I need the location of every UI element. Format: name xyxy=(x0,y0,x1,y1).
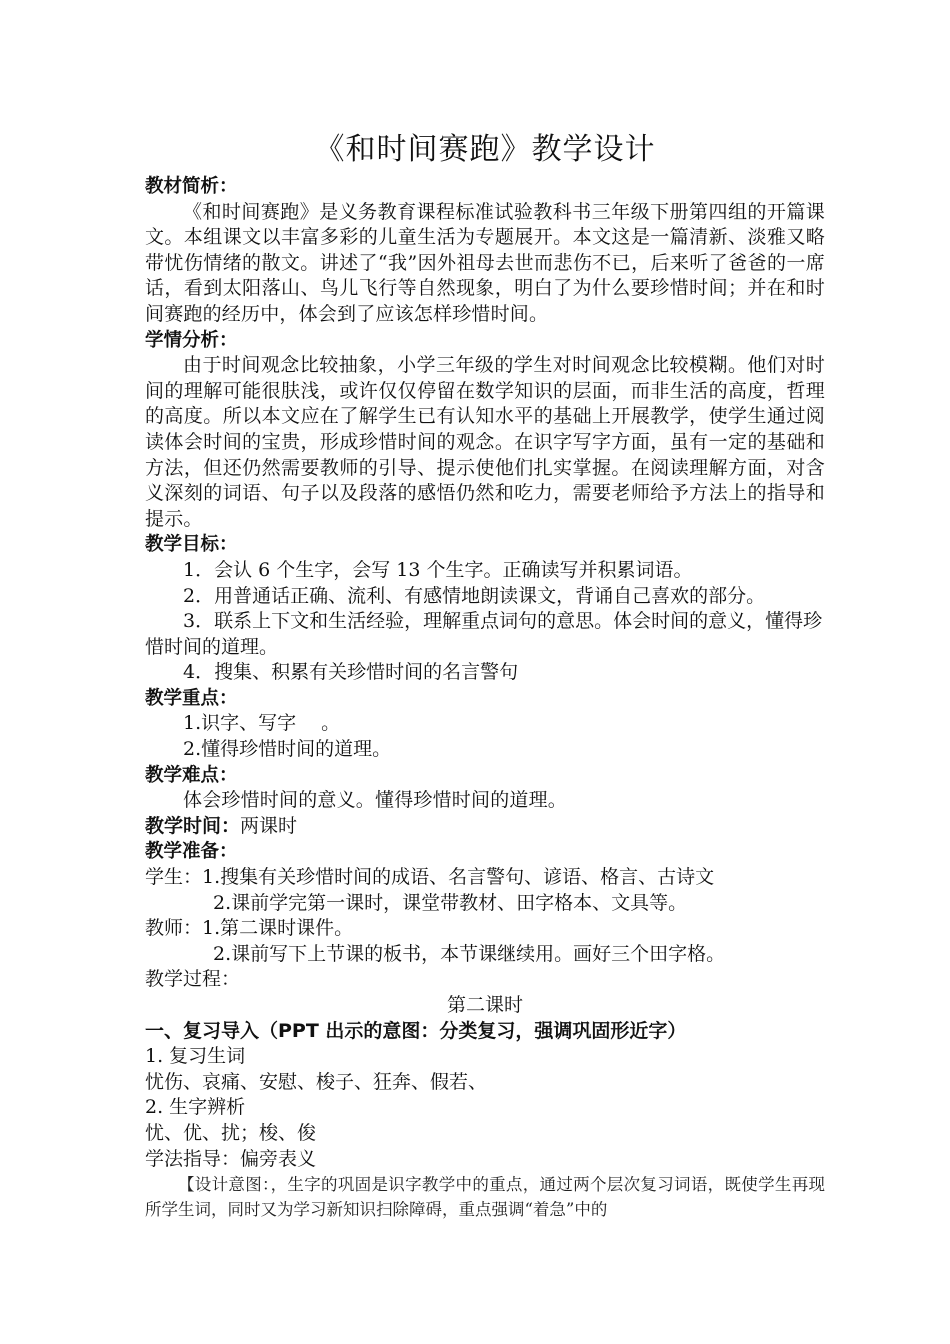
prep-teacher-item: 2.课前写下上节课的板书，本节课继续用。画好三个田字格。 xyxy=(213,942,726,965)
heading-key: 教学重点： xyxy=(145,687,238,709)
paragraph-learner: 由于时间观念比较抽象，小学三年级的学生对时间观念比较模糊。他们对时间的理解可能很肤浅，或许仅仅停留在数学知识的层面，而非生活的高度，哲理的高度。所以本文应在了解学生已有认知水平的基础上开展教学，使学生通过阅读体会时间的宝贵，形成珍惜时间的观念。在识字写字方面，虽有一定的基础和方法，但还仍然需要教师的引导、提示使他们扎实掌握。在阅读理解方面，对含义深刻的词语、句子以及段落的感悟仍然和吃力，需要老师给予方法上的指导和提示。 xyxy=(145,354,825,530)
key-item: 2.懂得珍惜时间的道理。 xyxy=(183,738,392,761)
distinguish-words: 忧、优、扰；梭、俊 xyxy=(145,1121,317,1144)
prep-student-item: 1.搜集有关珍惜时间的成语、名言警句、谚语、格言、古诗文 xyxy=(202,866,715,889)
heading-process: 教学过程： xyxy=(145,968,241,991)
heading-difficulty: 教学难点： xyxy=(145,764,238,786)
page-title: 《和时间赛跑》教学设计 xyxy=(314,132,656,167)
document-page xyxy=(145,128,825,1222)
goal-item: 3．联系上下文和生活经验，理解重点词句的意思。体会时间的意义，懂得珍惜时间的道理。 xyxy=(145,610,823,658)
heading-material: 教材简析： xyxy=(145,176,238,197)
prep-teacher xyxy=(145,916,825,942)
teaching-time xyxy=(145,814,825,840)
prep-teacher-label: 教师： xyxy=(145,917,203,940)
goal-item: 1．会认 6 个生字，会写 13 个生字。正确读写并积累词语。 xyxy=(183,558,693,581)
goal-item: 4．搜集、积累有关珍惜时间的名言警句 xyxy=(183,661,519,684)
heading-learner: 学情分析： xyxy=(145,329,238,351)
review-label: 1. 复习生词 xyxy=(145,1045,246,1068)
heading-prep: 教学准备： xyxy=(145,841,238,863)
distinguish-label: 2. 生字辨析 xyxy=(145,1096,246,1119)
lesson-title: 第二课时 xyxy=(446,994,523,1016)
heading-goals: 教学目标： xyxy=(145,534,238,556)
step-heading: 一、复习导入（PPT 出示的意图：分类复习，强调巩固形近字） xyxy=(145,1019,687,1042)
heading-time: 教学时间： xyxy=(145,814,241,837)
method-guide: 学法指导：偏旁表义 xyxy=(145,1147,317,1170)
prep-teacher-item: 1.第二课时课件。 xyxy=(202,917,354,940)
prep-student-label: 学生： xyxy=(145,866,203,889)
design-note: 【设计意图：，生字的巩固是识字教学中的重点，通过两个层次复习词语，既使学生再现所学生词，同时又为学习新知识扫除障碍，重点强调“着急”中的 xyxy=(145,1175,825,1220)
prep-student-item: 2.课前学完第一课时，课堂带教材、田字格本、文具等。 xyxy=(213,891,688,914)
goal-item: 2．用普通话正确、流利、有感情地朗读课文，背诵自己喜欢的部分。 xyxy=(183,584,766,607)
review-words: 忧伤、哀痛、安慰、梭子、狂奔、假若、 xyxy=(145,1070,488,1093)
key-item: 1.识字、写字 。 xyxy=(183,712,341,735)
paragraph-material: 《和时间赛跑》是义务教育课程标准试验教科书三年级下册第四组的开篇课文。本组课文以丰富多彩的儿童生活为专题展开。本文这是一篇清新、淡雅又略带忧伤情绪的散文。讲述了“我”因外祖母去世而悲伤不已，后来听了爸爸的一席话，看到太阳落山、鸟儿飞行等自然现象，明白了为什么要珍惜时间；并在和时间赛跑的经历中，体会到了应该怎样珍惜时间。 xyxy=(145,200,825,325)
paragraph-difficulty: 体会珍惜时间的意义。懂得珍惜时间的道理。 xyxy=(183,789,568,812)
teaching-time-value: 两课时 xyxy=(240,814,298,837)
prep-student xyxy=(145,865,825,891)
